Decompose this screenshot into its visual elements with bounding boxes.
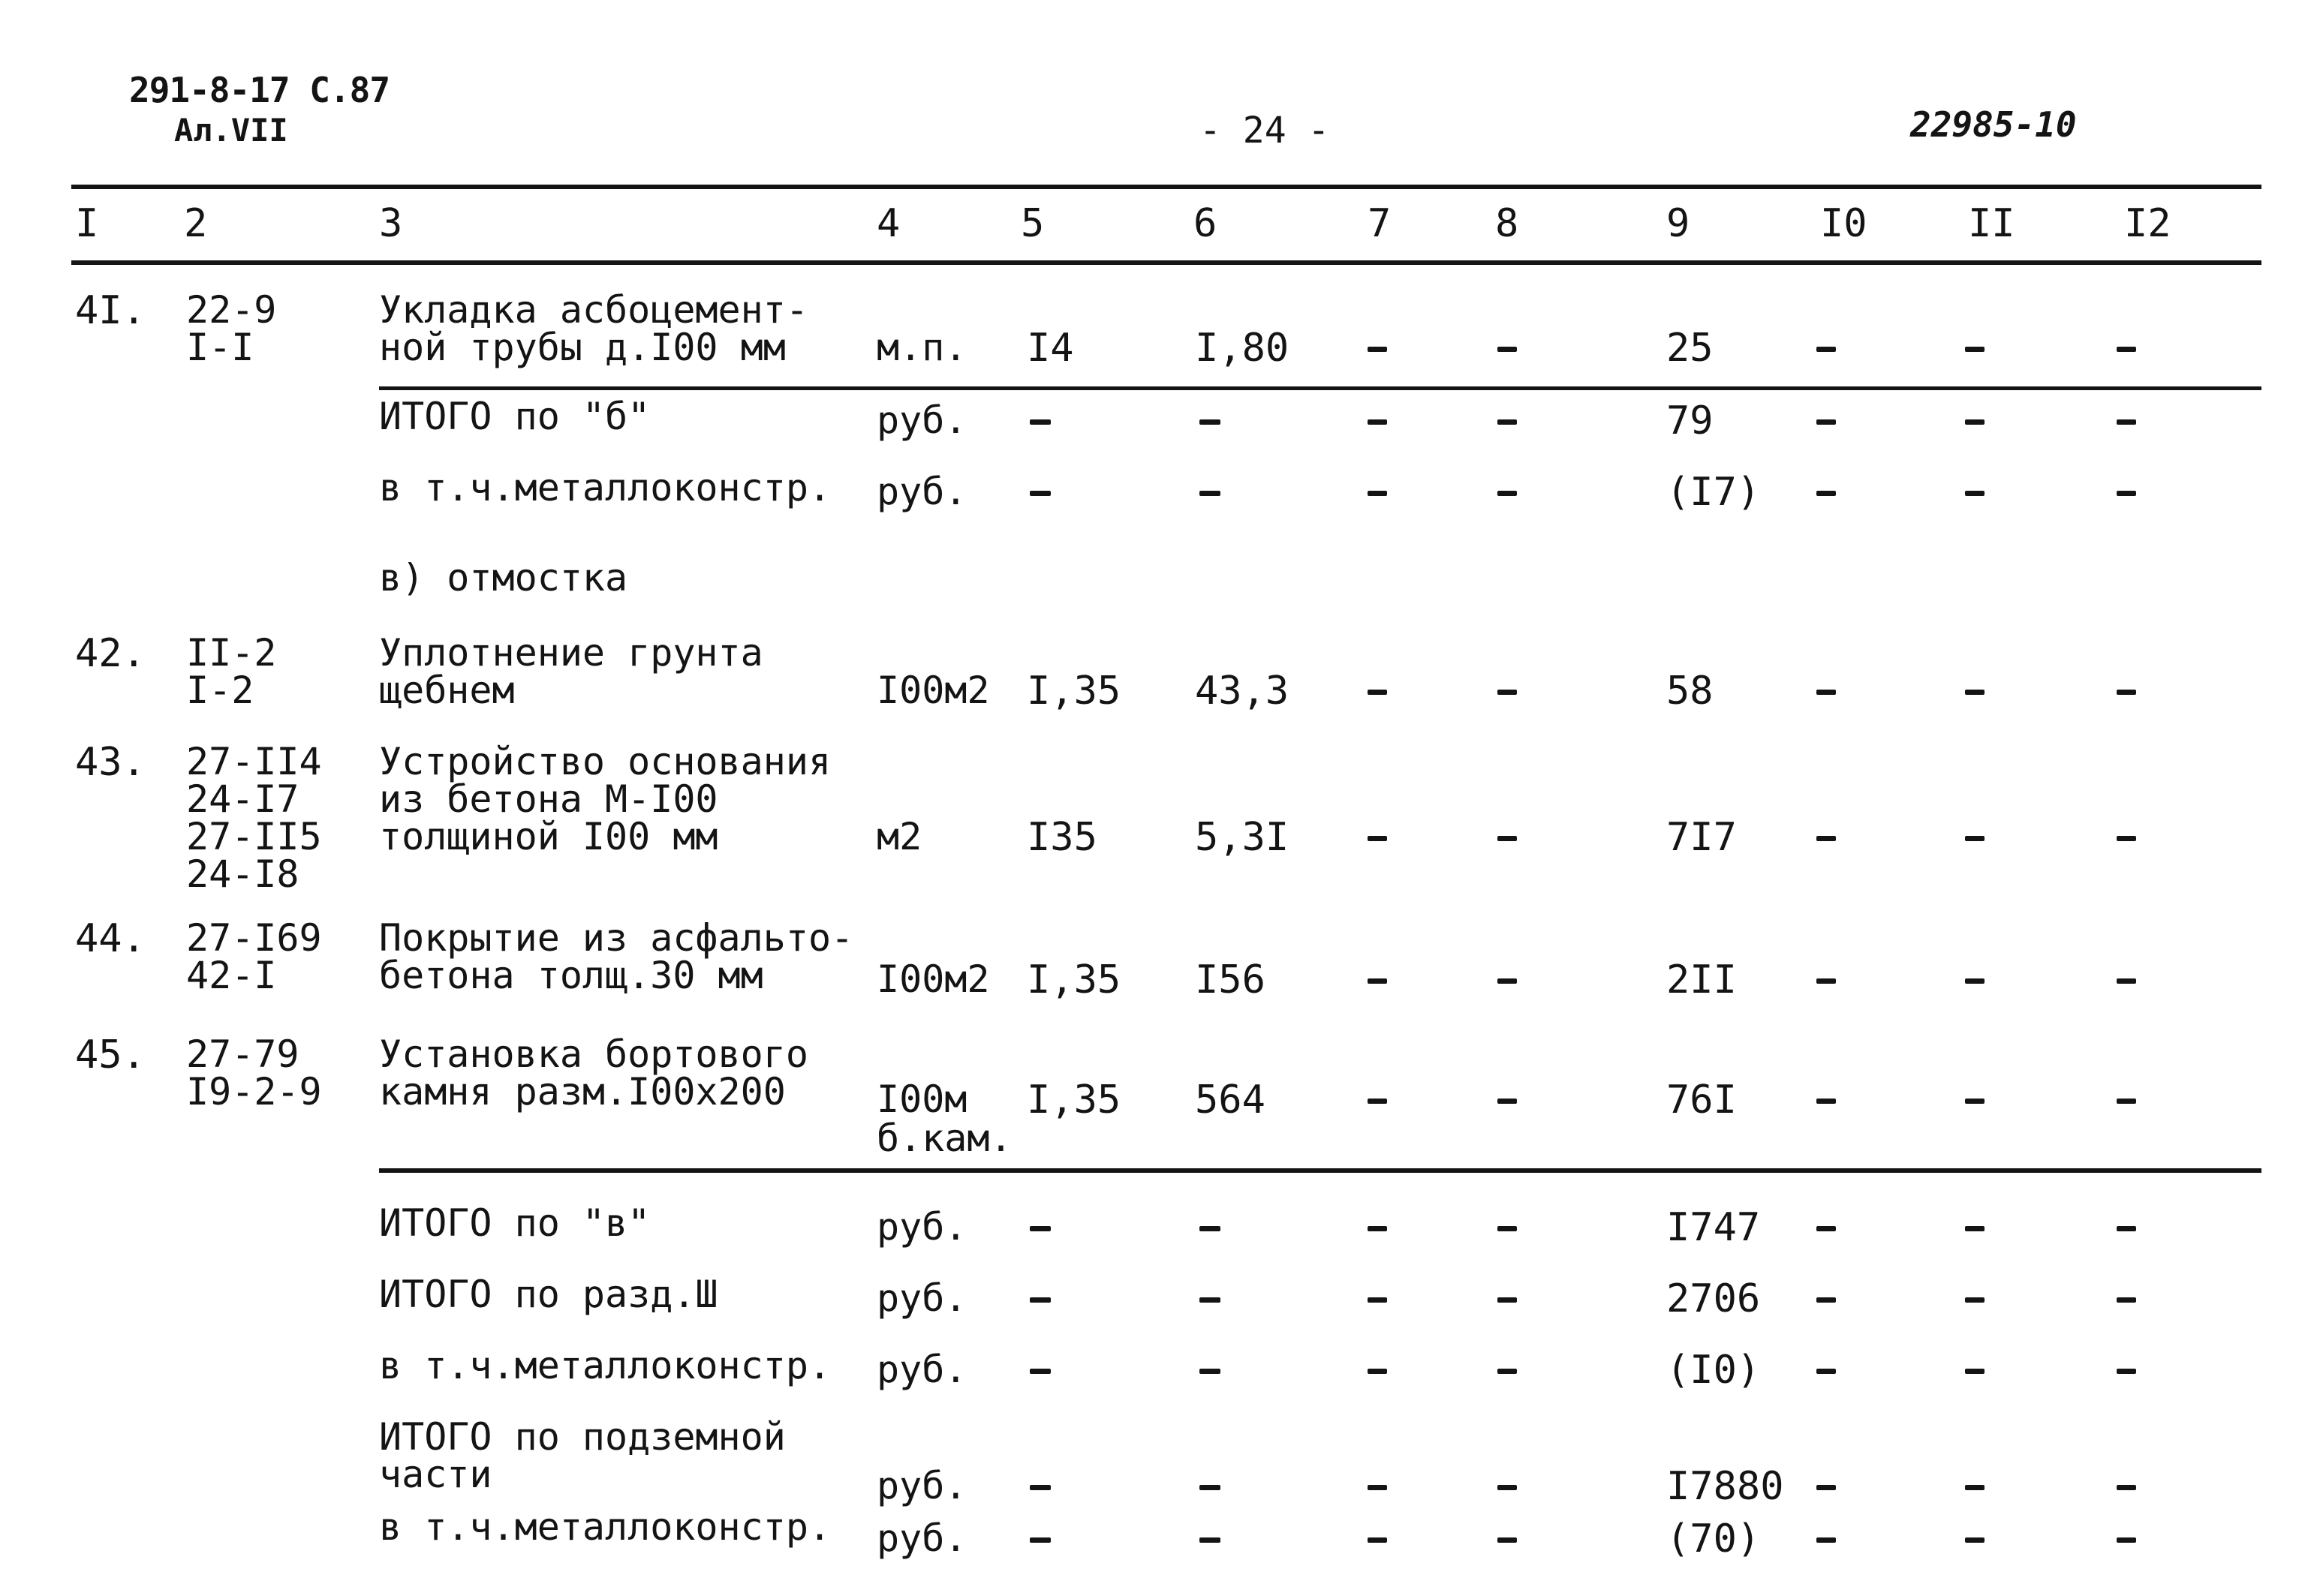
- work-description: камня разм.I00х200: [379, 1070, 786, 1114]
- column-header: 5: [1021, 201, 1045, 246]
- cell-c10: [1816, 1226, 1836, 1231]
- cell-c5: I,35: [1027, 1078, 1121, 1123]
- unit-of-measure: м2: [877, 815, 922, 858]
- rate-code: II-2: [186, 631, 277, 675]
- cell-c7: [1368, 1485, 1387, 1490]
- cell-c6: [1199, 1537, 1220, 1543]
- work-description: части: [379, 1453, 492, 1496]
- rate-code: 27-II5: [186, 815, 322, 858]
- cell-c12: [2117, 978, 2136, 984]
- work-description: Покрытие из асфальто-: [379, 916, 854, 960]
- work-description: ИТОГО по подземной: [379, 1415, 786, 1459]
- cell-c10: [1816, 1297, 1836, 1303]
- cell-c11: [1965, 1297, 1985, 1303]
- work-description: толщиной I00 мм: [379, 815, 718, 858]
- row-number: 4I.: [75, 288, 146, 333]
- work-description: щебнем: [379, 669, 515, 712]
- cell-c11: [1965, 419, 1985, 425]
- cell-c12: [2117, 419, 2136, 425]
- cell-cost: I7880: [1666, 1464, 1784, 1509]
- work-description: в т.ч.металлоконстр.: [379, 1505, 832, 1549]
- cell-c12: [2117, 836, 2136, 841]
- cell-c7: [1368, 1537, 1387, 1543]
- cell-c8: [1497, 347, 1517, 352]
- cell-c5: [1030, 1485, 1051, 1490]
- page-number: - 24 -: [1199, 110, 1330, 152]
- cell-c6: [1199, 1226, 1220, 1231]
- cell-cost: 7I7: [1666, 815, 1737, 860]
- cell-c7: [1368, 347, 1387, 352]
- cell-c5: [1030, 1369, 1051, 1374]
- cell-c10: [1816, 1369, 1836, 1374]
- cell-c12: [2117, 1297, 2136, 1303]
- cell-c12: [2117, 347, 2136, 352]
- column-header: 8: [1495, 201, 1519, 246]
- cell-c12: [2117, 1369, 2136, 1374]
- work-description: Установка бортового: [379, 1032, 808, 1076]
- rate-code: I-I: [186, 326, 254, 369]
- unit-of-measure: руб.: [877, 1348, 967, 1391]
- cell-c11: [1965, 1485, 1985, 1490]
- cell-c6: 564: [1195, 1078, 1265, 1123]
- cell-c8: [1497, 1099, 1517, 1104]
- cell-c12: [2117, 1099, 2136, 1104]
- work-description: в) отмостка: [379, 556, 628, 600]
- cell-cost: 25: [1666, 326, 1714, 371]
- work-description: бетона толщ.30 мм: [379, 954, 763, 997]
- cell-c10: [1816, 1485, 1836, 1490]
- work-description: из бетона М-I00: [379, 777, 718, 821]
- cell-c11: [1965, 347, 1985, 352]
- column-header: I0: [1820, 201, 1867, 246]
- cell-c11: [1965, 836, 1985, 841]
- reference-number: 22985-10: [1910, 104, 2077, 145]
- cell-cost: (I0): [1666, 1348, 1761, 1393]
- cell-c8: [1497, 836, 1517, 841]
- unit-of-measure: I00м2: [877, 669, 990, 712]
- cell-c7: [1368, 1099, 1387, 1104]
- cell-c8: [1497, 1226, 1517, 1231]
- cell-cost: 58: [1666, 669, 1714, 714]
- rate-code: 22-9: [186, 288, 277, 332]
- cell-c12: [2117, 1226, 2136, 1231]
- column-header: 7: [1368, 201, 1392, 246]
- cell-c8: [1497, 1537, 1517, 1543]
- cell-c11: [1965, 1537, 1985, 1543]
- cell-c6: 5,3I: [1195, 815, 1289, 860]
- unit-of-measure: I00м2: [877, 957, 990, 1001]
- cell-cost: I747: [1666, 1205, 1761, 1250]
- cell-c10: [1816, 690, 1836, 695]
- cell-c5: [1030, 491, 1051, 496]
- header-rule-top: [71, 185, 2261, 189]
- column-header: II: [1968, 201, 2015, 246]
- cell-c7: [1368, 419, 1387, 425]
- unit-of-measure: руб.: [877, 1516, 967, 1560]
- cell-c8: [1497, 1485, 1517, 1490]
- cell-c5: I,35: [1027, 669, 1121, 714]
- cell-c5: I35: [1027, 815, 1097, 860]
- cell-cost: (I7): [1666, 470, 1761, 515]
- cell-c10: [1816, 347, 1836, 352]
- cell-c6: [1199, 491, 1220, 496]
- cell-c7: [1368, 978, 1387, 984]
- unit-of-measure: руб.: [877, 398, 967, 442]
- work-description: ИТОГО по "в": [379, 1201, 651, 1245]
- subtotal-rule: [379, 386, 2261, 390]
- row-number: 43.: [75, 740, 146, 785]
- work-description: в т.ч.металлоконстр.: [379, 466, 832, 509]
- cell-c5: I,35: [1027, 957, 1121, 1002]
- work-description: Устройство основания: [379, 740, 832, 783]
- cell-c5: [1030, 419, 1051, 425]
- cell-c10: [1816, 491, 1836, 496]
- cell-c6: [1199, 419, 1220, 425]
- column-header: 3: [379, 201, 403, 246]
- cell-c8: [1497, 978, 1517, 984]
- cell-c11: [1965, 978, 1985, 984]
- unit-of-measure: I00м: [877, 1078, 967, 1121]
- cell-cost: 2II: [1666, 957, 1737, 1002]
- cell-c7: [1368, 836, 1387, 841]
- cell-c7: [1368, 491, 1387, 496]
- unit-of-measure: руб.: [877, 1276, 967, 1320]
- document-album: Ал.VII: [174, 112, 288, 149]
- cell-c6: [1199, 1297, 1220, 1303]
- work-description: Уплотнение грунта: [379, 631, 763, 675]
- cell-c10: [1816, 1537, 1836, 1543]
- cell-c11: [1965, 1369, 1985, 1374]
- rate-code: 27-79: [186, 1032, 299, 1076]
- cell-cost: 2706: [1666, 1276, 1761, 1321]
- cell-c5: I4: [1027, 326, 1074, 371]
- cell-c7: [1368, 1226, 1387, 1231]
- unit-of-measure: руб.: [877, 1205, 967, 1249]
- cell-c5: [1030, 1226, 1051, 1231]
- cell-c8: [1497, 419, 1517, 425]
- cell-c12: [2117, 1485, 2136, 1490]
- cell-c5: [1030, 1297, 1051, 1303]
- cell-c10: [1816, 419, 1836, 425]
- cell-c6: I56: [1195, 957, 1265, 1002]
- work-description: ной трубы д.I00 мм: [379, 326, 786, 369]
- cell-c10: [1816, 836, 1836, 841]
- document-code: 291-8-17 С.87: [129, 70, 390, 110]
- work-description: в т.ч.металлоконстр.: [379, 1344, 832, 1387]
- cell-c7: [1368, 690, 1387, 695]
- column-header: I: [75, 201, 99, 246]
- subtotal-rule: [379, 1168, 2261, 1173]
- cell-c11: [1965, 1226, 1985, 1231]
- cell-c6: [1199, 1485, 1220, 1490]
- cell-c5: [1030, 1537, 1051, 1543]
- cell-c11: [1965, 1099, 1985, 1104]
- cell-c8: [1497, 1369, 1517, 1374]
- rate-code: 24-I8: [186, 852, 299, 896]
- rate-code: 42-I: [186, 954, 277, 997]
- rate-code: I9-2-9: [186, 1070, 322, 1114]
- cell-c6: 43,3: [1195, 669, 1289, 714]
- cell-cost: (70): [1666, 1516, 1761, 1561]
- column-header: I2: [2124, 201, 2171, 246]
- cell-c6: [1199, 1369, 1220, 1374]
- cell-c11: [1965, 491, 1985, 496]
- work-description: ИТОГО по разд.Ш: [379, 1273, 718, 1316]
- unit-of-measure: руб.: [877, 470, 967, 513]
- cell-c7: [1368, 1297, 1387, 1303]
- header-rule-bottom: [71, 260, 2261, 265]
- cell-c8: [1497, 1297, 1517, 1303]
- column-header: 4: [877, 201, 901, 246]
- cell-c6: I,80: [1195, 326, 1289, 371]
- cell-c7: [1368, 1369, 1387, 1374]
- unit-of-measure: м.п.: [877, 326, 967, 369]
- cell-c12: [2117, 491, 2136, 496]
- cell-c12: [2117, 1537, 2136, 1543]
- unit-of-measure: б.кам.: [877, 1117, 1013, 1160]
- work-description: Укладка асбоцемент-: [379, 288, 808, 332]
- unit-of-measure: руб.: [877, 1464, 967, 1507]
- cell-cost: 79: [1666, 398, 1714, 443]
- rate-code: 27-II4: [186, 740, 322, 783]
- row-number: 45.: [75, 1032, 146, 1078]
- cell-cost: 76I: [1666, 1078, 1737, 1123]
- cell-c8: [1497, 491, 1517, 496]
- cell-c10: [1816, 1099, 1836, 1104]
- column-header: 6: [1193, 201, 1217, 246]
- rate-code: 24-I7: [186, 777, 299, 821]
- column-header: 9: [1666, 201, 1690, 246]
- work-description: ИТОГО по "б": [379, 395, 651, 438]
- cell-c11: [1965, 690, 1985, 695]
- cell-c8: [1497, 690, 1517, 695]
- rate-code: I-2: [186, 669, 254, 712]
- column-header: 2: [184, 201, 208, 246]
- rate-code: 27-I69: [186, 916, 322, 960]
- cell-c12: [2117, 690, 2136, 695]
- row-number: 44.: [75, 916, 146, 961]
- row-number: 42.: [75, 631, 146, 676]
- cell-c10: [1816, 978, 1836, 984]
